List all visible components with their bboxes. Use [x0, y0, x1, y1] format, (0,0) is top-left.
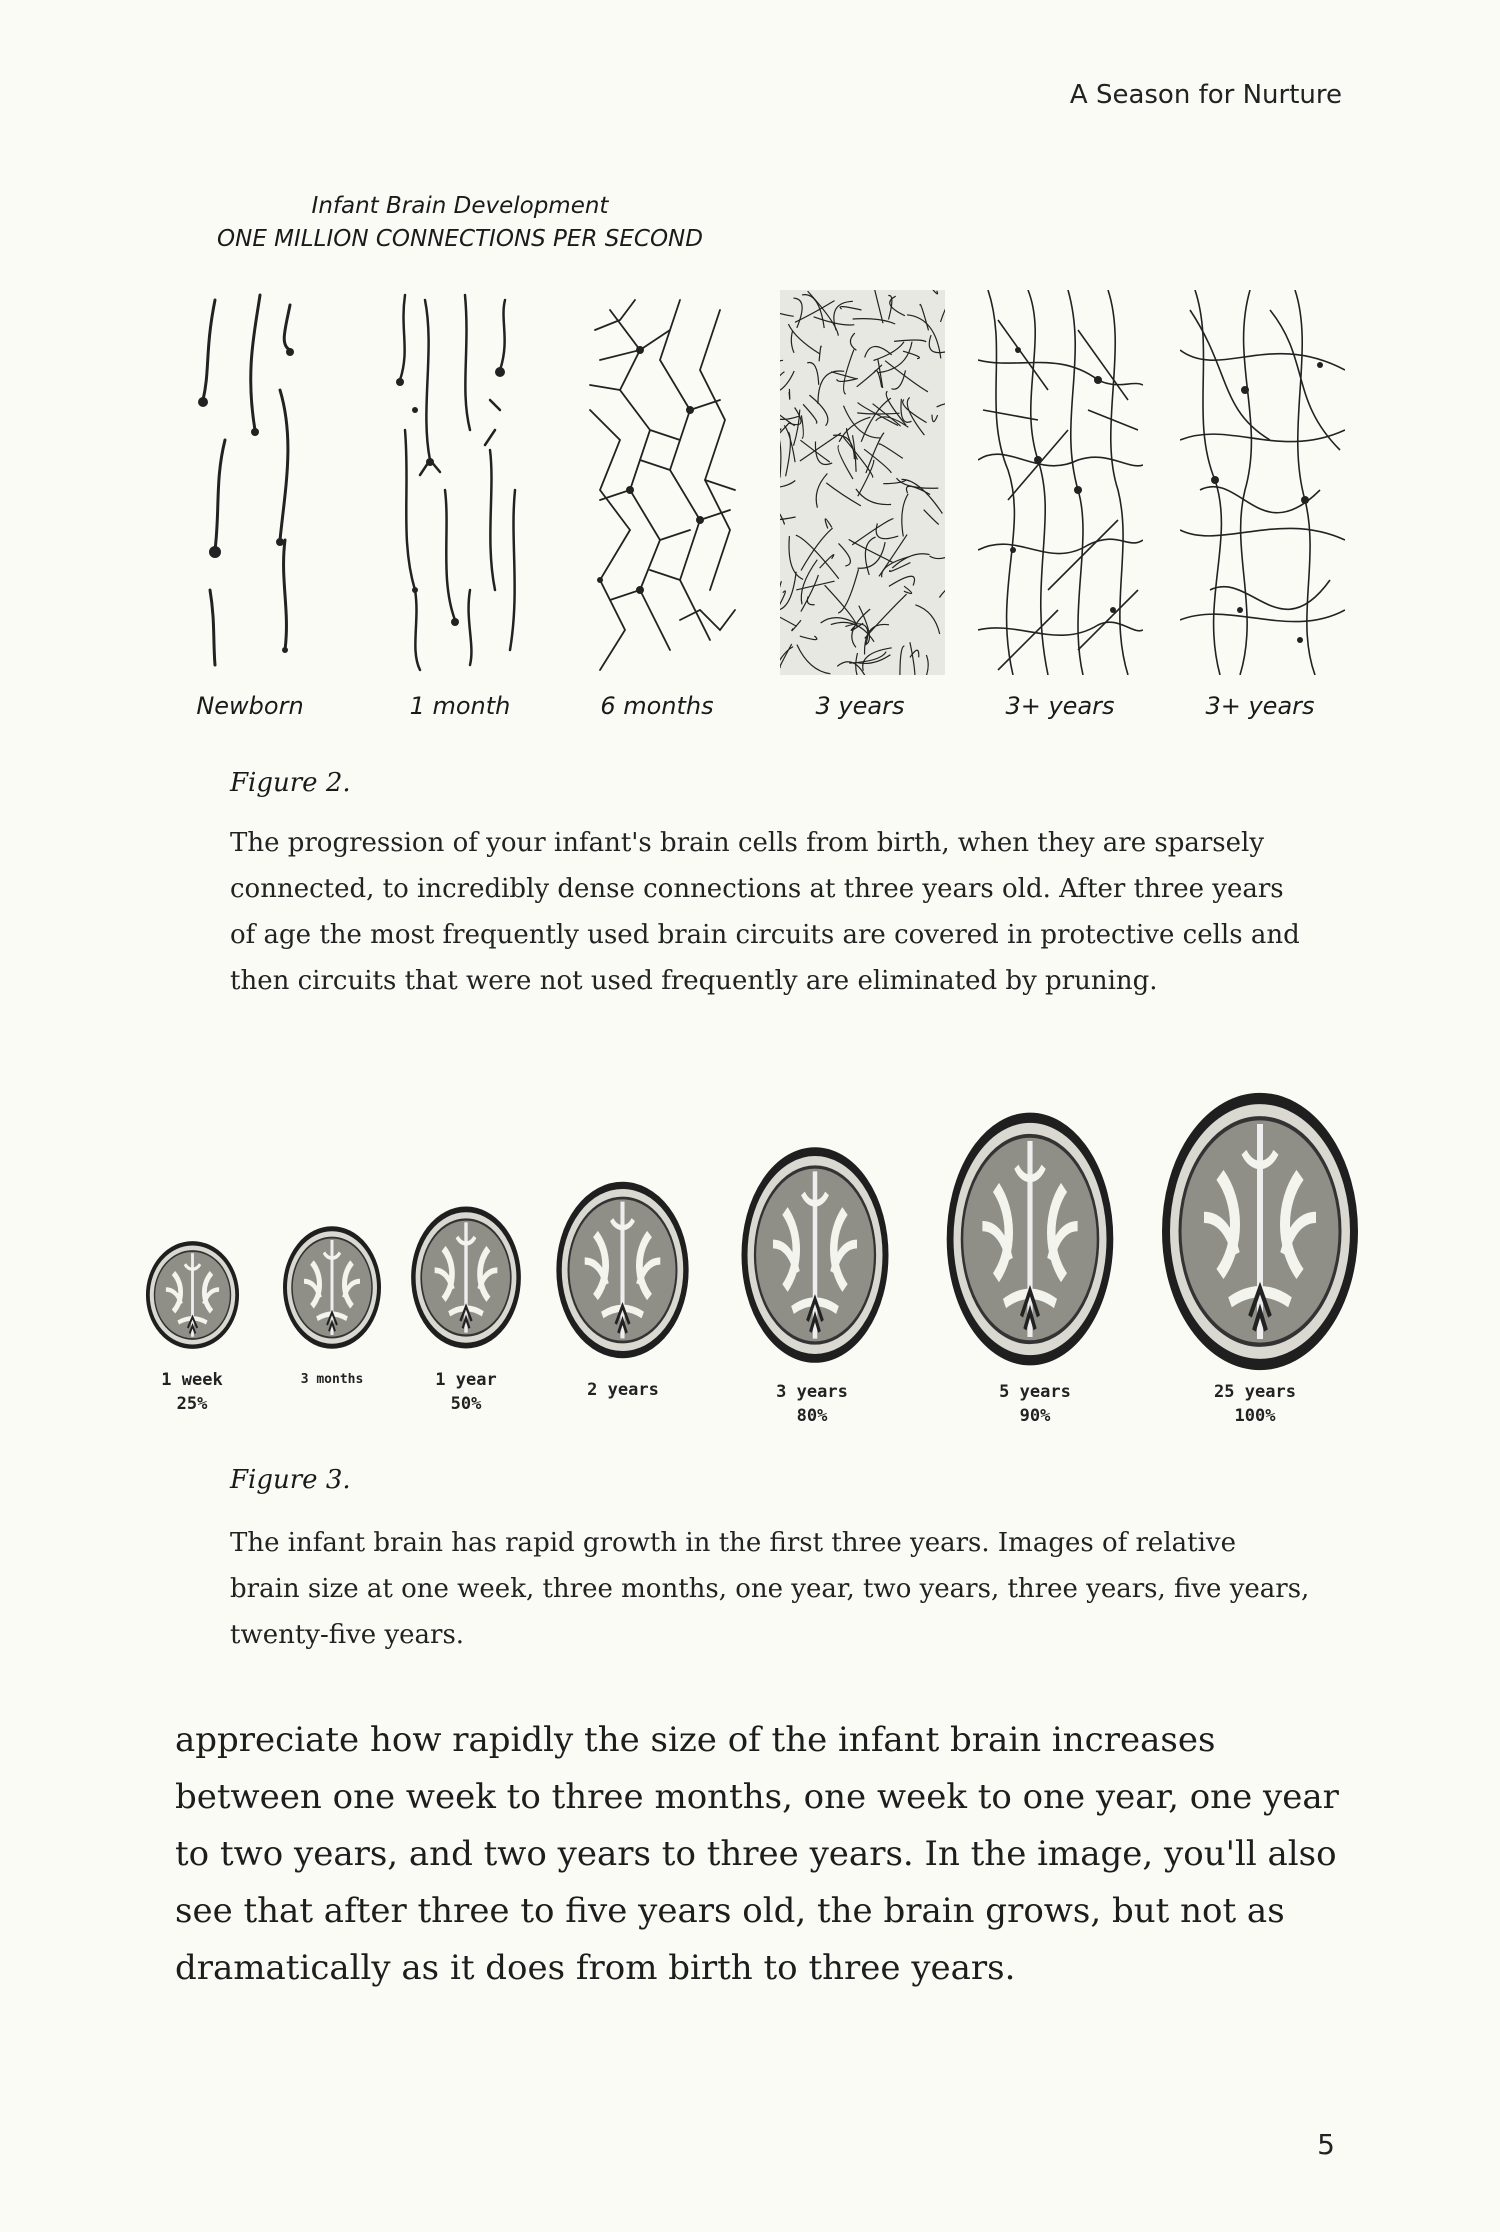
figure3-caption-text: The infant brain has rapid growth in the first three years. Images of relative brain size at one week, three months, one year, two years, three years, five years, twenty-five years.	[230, 1528, 1310, 1650]
brain-age-25-years: 25 years	[1214, 1382, 1296, 1402]
brain-percent-25-years: 100%	[1234, 1406, 1276, 1426]
brain-scan-1-year	[410, 1205, 522, 1350]
page-number: 5	[1317, 2128, 1335, 2161]
stage-label-newborn: Newborn	[196, 692, 304, 720]
brain-scan-3-months	[282, 1225, 382, 1350]
growing-neurons-icon	[385, 290, 550, 675]
brain-label-3-years	[732, 1380, 892, 1428]
brain-age-1-year: 1 year	[435, 1370, 497, 1390]
stage-label-1-month: 1 month	[409, 692, 511, 720]
brain-percent-1-week: 25%	[176, 1394, 208, 1414]
brain-age-3-years: 3 years	[776, 1382, 848, 1402]
brain-age-5-years: 5 years	[999, 1382, 1071, 1402]
pruned-network-icon	[978, 290, 1143, 675]
brain-percent-3-years: 80%	[796, 1406, 828, 1426]
sparse-neurons-icon	[185, 290, 350, 675]
brain-label-25-years	[1175, 1380, 1335, 1428]
stage-label-3-plus-years-b: 3+ years	[1205, 692, 1315, 720]
brain-scan-5-years	[945, 1110, 1115, 1368]
brain-label-2-years	[543, 1378, 703, 1402]
network-fiber	[789, 389, 790, 399]
pruned-network-icon	[1180, 290, 1345, 675]
brain-label-1-week	[112, 1368, 272, 1416]
dense-network-icon	[780, 290, 945, 675]
brain-label-1-year	[386, 1368, 546, 1416]
body-paragraph: appreciate how rapidly the size of the infant brain increases between one week to three months, one week to one year, one year to two years, and two years to three years. In the image, you'll also see that after three to five years old, the brain grows, but not as dramatically as it does from birth to three years.	[175, 1720, 1339, 1988]
brain-scan-2-years	[555, 1180, 690, 1360]
brain-scan-1-week	[145, 1240, 240, 1350]
brain-age-3-months: 3 months	[300, 1372, 364, 1387]
brain-age-2-years: 2 years	[587, 1380, 659, 1400]
stage-label-6-months: 6 months	[600, 692, 714, 720]
figure2-title-line1: Infant Brain Development	[311, 193, 609, 219]
stage-label-3-plus-years-a: 3+ years	[1005, 692, 1115, 720]
brain-label-5-years	[955, 1380, 1115, 1428]
brain-scan-25-years	[1160, 1090, 1360, 1373]
figure2-caption-text: The progression of your infant's brain cells from birth, when they are sparsely connected, to incredibly dense connections at three years old. After three years of age the most frequently used brain circuits are covered in protective cells and then circuits that were not used frequently are eliminated by pruning.	[230, 828, 1300, 996]
brain-age-1-week: 1 week	[161, 1370, 223, 1390]
brain-scan-3-years	[740, 1145, 890, 1365]
figure2-caption-title: Figure 2.	[230, 768, 351, 798]
stage-label-3-years: 3 years	[815, 692, 905, 720]
brain-percent-1-year: 50%	[450, 1394, 482, 1414]
figure2-title-line2: ONE MILLION CONNECTIONS PER SECOND	[217, 226, 703, 252]
brain-percent-5-years: 90%	[1019, 1406, 1051, 1426]
running-head: A Season for Nurture	[1069, 80, 1342, 110]
branching-neurons-icon	[580, 290, 745, 675]
figure2-title	[175, 190, 745, 256]
figure3-caption-title: Figure 3.	[230, 1465, 351, 1495]
